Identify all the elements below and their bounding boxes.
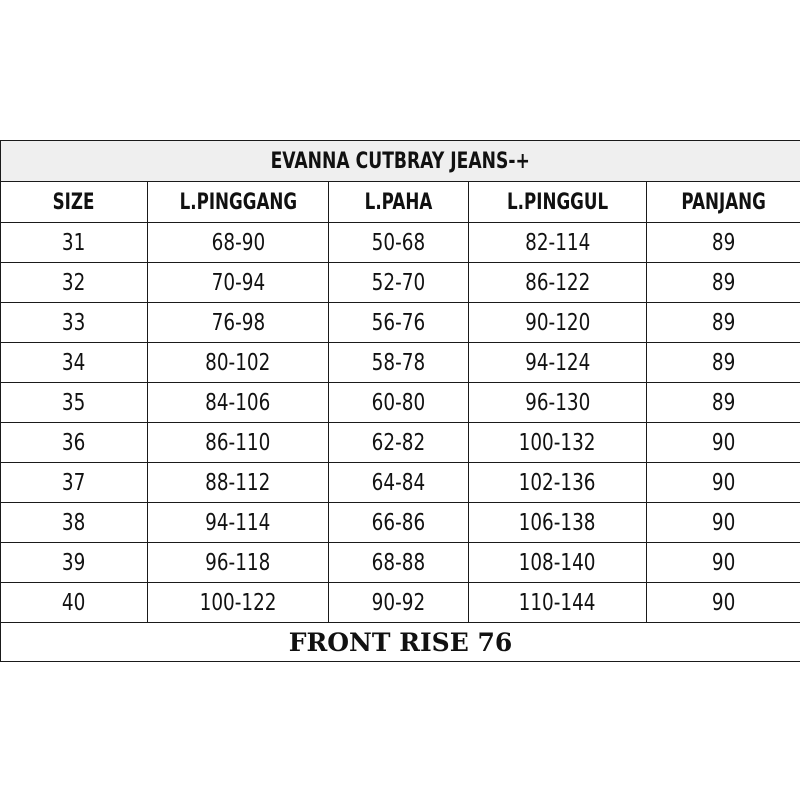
cell-panjang bbox=[647, 263, 800, 303]
header-row bbox=[1, 182, 800, 223]
cell-panjang-text: 90 bbox=[711, 549, 736, 576]
cell-pinggul bbox=[469, 463, 647, 503]
cell-size-text: 36 bbox=[62, 429, 86, 456]
cell-paha bbox=[329, 543, 469, 583]
cell-pinggang bbox=[148, 223, 329, 263]
cell-size bbox=[1, 503, 148, 543]
chart-title bbox=[1, 141, 800, 182]
cell-pinggul bbox=[469, 543, 647, 583]
cell-size bbox=[1, 303, 148, 343]
cell-size bbox=[1, 463, 148, 503]
column-header-paha bbox=[329, 182, 469, 223]
cell-pinggul bbox=[469, 343, 647, 383]
cell-pinggul-text: 102-136 bbox=[519, 469, 596, 496]
cell-size-text: 40 bbox=[62, 589, 86, 616]
column-header-panjang bbox=[647, 182, 800, 223]
cell-panjang-text: 89 bbox=[711, 389, 736, 416]
cell-paha-text: 90-92 bbox=[371, 589, 426, 616]
cell-paha bbox=[329, 303, 469, 343]
cell-pinggul bbox=[469, 503, 647, 543]
cell-pinggul-text: 100-132 bbox=[519, 429, 596, 456]
cell-size-text: 39 bbox=[62, 549, 86, 576]
cell-panjang bbox=[647, 463, 800, 503]
cell-size-text: 33 bbox=[62, 309, 86, 336]
cell-panjang bbox=[647, 423, 800, 463]
cell-pinggul-text: 106-138 bbox=[519, 509, 596, 536]
cell-size-text: 34 bbox=[62, 349, 86, 376]
cell-paha-text: 64-84 bbox=[371, 469, 426, 496]
cell-pinggul bbox=[469, 303, 647, 343]
cell-paha-text: 56-76 bbox=[371, 309, 426, 336]
cell-pinggul bbox=[469, 583, 647, 623]
cell-size bbox=[1, 423, 148, 463]
cell-paha-text: 68-88 bbox=[371, 549, 426, 576]
column-header-paha-text: L.PAHA bbox=[364, 189, 433, 215]
cell-paha bbox=[329, 223, 469, 263]
cell-paha-text: 50-68 bbox=[371, 229, 426, 256]
table-row bbox=[1, 503, 800, 543]
cell-panjang bbox=[647, 343, 800, 383]
cell-pinggang-text: 96-118 bbox=[205, 549, 271, 576]
cell-pinggul bbox=[469, 223, 647, 263]
column-header-panjang-text: PANJANG bbox=[681, 189, 766, 215]
table-row bbox=[1, 303, 800, 343]
cell-paha bbox=[329, 423, 469, 463]
cell-pinggul-text: 82-114 bbox=[524, 229, 591, 256]
cell-pinggang bbox=[148, 303, 329, 343]
cell-paha-text: 66-86 bbox=[371, 509, 426, 536]
table-row bbox=[1, 583, 800, 623]
cell-pinggang bbox=[148, 263, 329, 303]
title-row bbox=[1, 141, 800, 182]
cell-size bbox=[1, 223, 148, 263]
cell-pinggang-text: 88-112 bbox=[205, 469, 271, 496]
cell-size bbox=[1, 263, 148, 303]
cell-pinggang-text: 70-94 bbox=[211, 269, 265, 296]
cell-pinggang bbox=[148, 383, 329, 423]
cell-pinggang bbox=[148, 463, 329, 503]
column-header-pinggul-text: L.PINGGUL bbox=[506, 189, 609, 215]
cell-size-text: 35 bbox=[62, 389, 86, 416]
cell-size bbox=[1, 383, 148, 423]
cell-pinggang-text: 84-106 bbox=[205, 389, 271, 416]
cell-panjang-text: 89 bbox=[711, 269, 736, 296]
cell-pinggul bbox=[469, 423, 647, 463]
cell-pinggang bbox=[148, 543, 329, 583]
size-table-body bbox=[1, 223, 800, 623]
column-header-pinggang-text: L.PINGGANG bbox=[179, 189, 297, 215]
cell-pinggang bbox=[148, 583, 329, 623]
cell-pinggul-text: 94-124 bbox=[524, 349, 591, 376]
cell-panjang bbox=[647, 303, 800, 343]
cell-panjang bbox=[647, 543, 800, 583]
cell-pinggul-text: 108-140 bbox=[519, 549, 596, 576]
cell-pinggang bbox=[148, 343, 329, 383]
cell-size bbox=[1, 583, 148, 623]
cell-pinggang bbox=[148, 503, 329, 543]
cell-size-text: 32 bbox=[62, 269, 86, 296]
cell-pinggang bbox=[148, 423, 329, 463]
cell-panjang-text: 89 bbox=[711, 229, 736, 256]
table-row bbox=[1, 383, 800, 423]
cell-size bbox=[1, 343, 148, 383]
cell-paha bbox=[329, 583, 469, 623]
cell-pinggul-text: 110-144 bbox=[519, 589, 596, 616]
cell-size-text: 31 bbox=[62, 229, 86, 256]
table-row bbox=[1, 263, 800, 303]
cell-panjang-text: 89 bbox=[711, 349, 736, 376]
cell-pinggang-text: 86-110 bbox=[205, 429, 271, 456]
column-header-size-text: SIZE bbox=[53, 189, 95, 215]
cell-pinggang-text: 100-122 bbox=[199, 589, 277, 616]
cell-size-text: 37 bbox=[62, 469, 86, 496]
cell-panjang bbox=[647, 503, 800, 543]
cell-panjang-text: 90 bbox=[711, 469, 736, 496]
table-row bbox=[1, 343, 800, 383]
size-chart-table bbox=[0, 140, 800, 662]
column-header-pinggul bbox=[469, 182, 647, 223]
cell-pinggang-text: 76-98 bbox=[211, 309, 265, 336]
table-row bbox=[1, 543, 800, 583]
cell-pinggang-text: 80-102 bbox=[205, 349, 271, 376]
cell-panjang-text: 90 bbox=[711, 589, 736, 616]
cell-pinggang-text: 68-90 bbox=[211, 229, 265, 256]
cell-pinggul-text: 96-130 bbox=[524, 389, 591, 416]
chart-title-text: EVANNA CUTBRAY JEANS-+ bbox=[270, 148, 531, 174]
cell-paha bbox=[329, 503, 469, 543]
cell-pinggul-text: 90-120 bbox=[524, 309, 591, 336]
cell-pinggang-text: 94-114 bbox=[205, 509, 271, 536]
cell-pinggul-text: 86-122 bbox=[524, 269, 591, 296]
cell-paha-text: 62-82 bbox=[371, 429, 426, 456]
footer-row bbox=[1, 623, 800, 662]
cell-paha bbox=[329, 263, 469, 303]
cell-paha bbox=[329, 463, 469, 503]
cell-paha-text: 58-78 bbox=[371, 349, 426, 376]
cell-paha bbox=[329, 343, 469, 383]
cell-panjang bbox=[647, 583, 800, 623]
cell-size bbox=[1, 543, 148, 583]
cell-panjang bbox=[647, 223, 800, 263]
column-header-pinggang bbox=[148, 182, 329, 223]
cell-pinggul bbox=[469, 263, 647, 303]
cell-paha-text: 52-70 bbox=[371, 269, 426, 296]
column-header-size bbox=[1, 182, 148, 223]
cell-panjang-text: 90 bbox=[711, 509, 736, 536]
cell-size-text: 38 bbox=[62, 509, 86, 536]
cell-pinggul bbox=[469, 383, 647, 423]
cell-paha bbox=[329, 383, 469, 423]
cell-panjang bbox=[647, 383, 800, 423]
cell-paha-text: 60-80 bbox=[371, 389, 426, 416]
table-row bbox=[1, 423, 800, 463]
table-row bbox=[1, 463, 800, 503]
cell-panjang-text: 89 bbox=[711, 309, 736, 336]
front-rise-note: FRONT RISE 76 bbox=[1, 623, 800, 662]
cell-panjang-text: 90 bbox=[711, 429, 736, 456]
table-row bbox=[1, 223, 800, 263]
